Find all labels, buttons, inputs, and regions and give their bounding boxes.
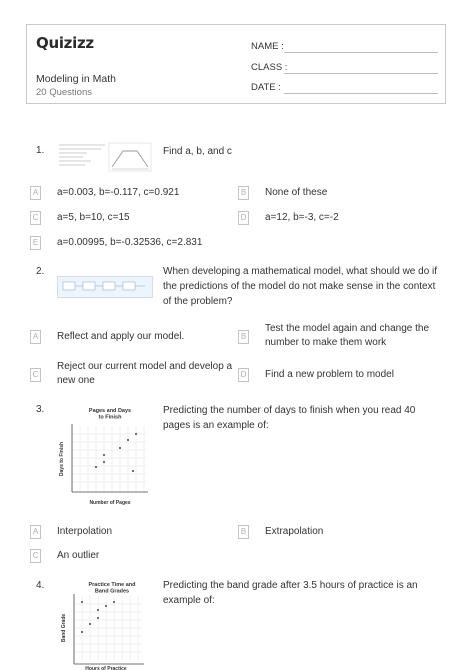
date-line (284, 93, 438, 94)
question-count: 20 Questions (36, 87, 92, 98)
question-2-image (57, 276, 153, 298)
question-number: 2. (36, 266, 45, 277)
answer-option[interactable]: Find a new problem to model (265, 369, 394, 380)
option-letter: A (30, 330, 41, 344)
question-4-chart (60, 578, 154, 670)
question-number: 1. (36, 145, 45, 156)
answer-option[interactable]: An outlier (57, 550, 100, 561)
quizizz-logo: Quizizz (36, 34, 94, 52)
chart-ylabel: Days to Finish (59, 441, 65, 477)
question-text: Predicting the number of days to finish when you read 40 pages is an example of: (163, 405, 416, 431)
question-text: Find a, b, and c (163, 146, 232, 157)
option-letter: C (30, 549, 41, 563)
question-number: 3. (36, 404, 45, 415)
question-number: 4. (36, 580, 45, 591)
option-letter: C (30, 211, 41, 225)
option-letter: C (30, 368, 41, 382)
chart-title: Practice Time and Band Grades (88, 582, 136, 595)
chart-xlabel: Number of Pages (89, 500, 131, 506)
option-letter: B (238, 525, 249, 539)
date-label: DATE : (251, 82, 281, 93)
option-letter: D (238, 211, 249, 225)
question-text: Predicting the band grade after 3.5 hours of practice is an example of: (163, 580, 418, 606)
question-text: When developing a mathematical model, what should we do if the predictions of the model do not make sense in the context of the problem? (163, 266, 438, 307)
name-label: NAME : (251, 41, 284, 52)
option-letter: A (30, 525, 41, 539)
chart-xlabel: Hours of Practice (85, 666, 127, 670)
option-letter: E (30, 236, 41, 250)
answer-option[interactable]: a=12, b=-3, c=-2 (265, 212, 339, 223)
answer-option[interactable]: None of these (265, 187, 328, 198)
question-1-image (57, 141, 153, 173)
chart-ylabel: Band Grade (61, 613, 67, 643)
option-letter: B (238, 186, 249, 200)
answer-option[interactable]: Interpolation (57, 526, 113, 537)
name-line (284, 52, 438, 53)
answer-option[interactable]: a=0.00995, b=-0.32536, c=2.831 (57, 237, 203, 248)
option-letter: B (238, 330, 249, 344)
worksheet-title: Modeling in Math (36, 73, 116, 85)
answer-option[interactable]: Reflect and apply our model. (57, 331, 185, 342)
class-line (284, 73, 438, 74)
answer-option[interactable]: Reject our current model and develop a new one (57, 361, 233, 386)
answer-option[interactable]: Extrapolation (265, 526, 324, 537)
option-letter: D (238, 368, 249, 382)
question-3-chart (58, 404, 154, 508)
answer-option[interactable]: a=5, b=10, c=15 (57, 212, 130, 223)
class-label: CLASS : (251, 62, 288, 73)
chart-title: Pages and Days to Finish (88, 408, 132, 421)
answer-option[interactable]: Test the model again and change the number to make them work (265, 323, 430, 348)
option-letter: A (30, 186, 41, 200)
answer-option[interactable]: a=0.003, b=-0.117, c=0.921 (57, 187, 180, 198)
